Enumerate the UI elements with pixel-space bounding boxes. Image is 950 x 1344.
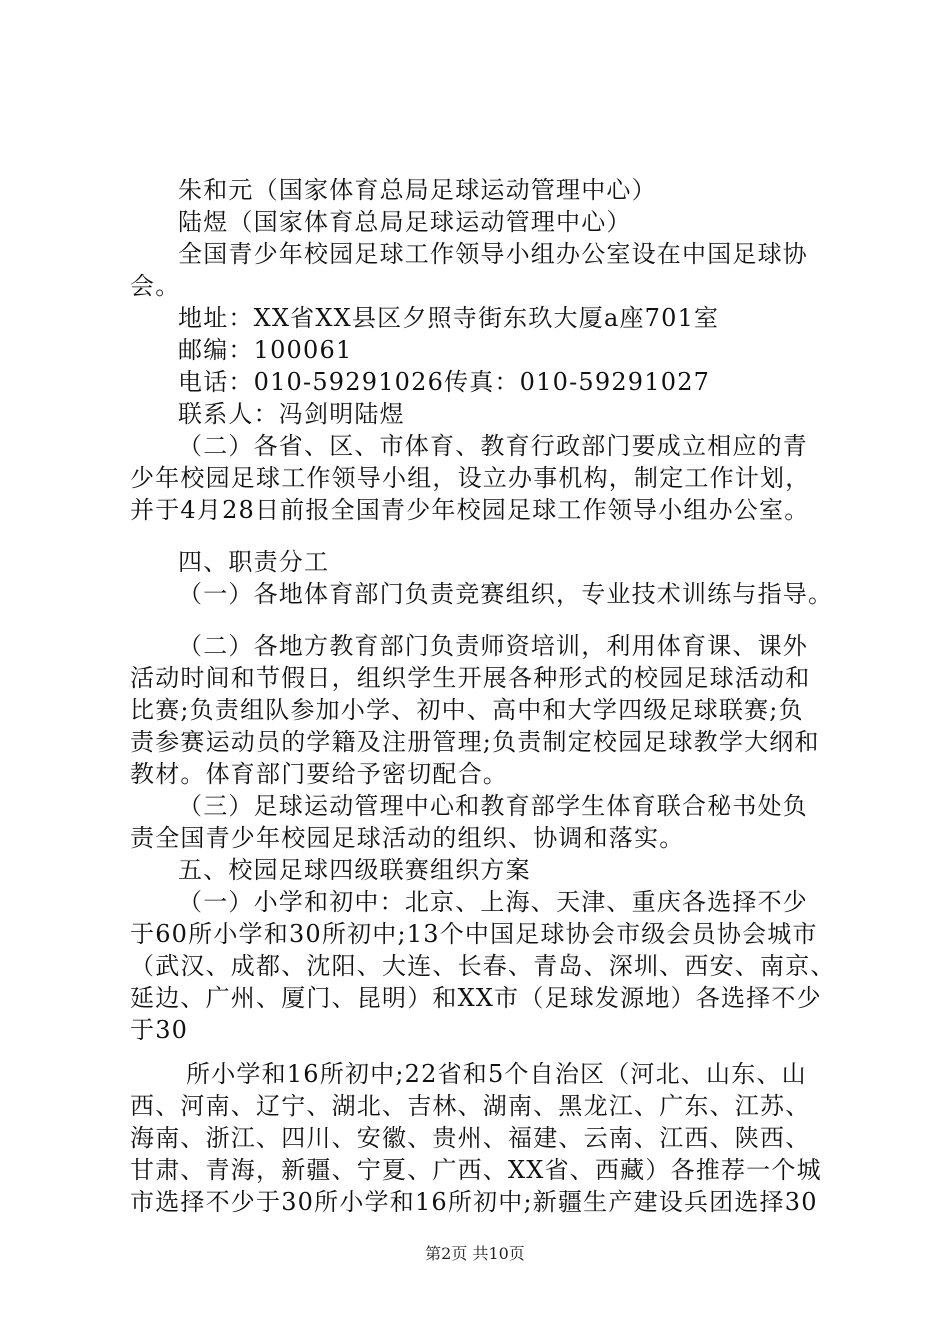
paragraph-gap [130, 526, 850, 546]
text-line: （三）足球运动管理中心和教育部学生体育联合秘书处负 [178, 792, 808, 820]
text-line: 活动时间和节假日，组织学生开展各种形式的校园足球活动和 [130, 664, 811, 692]
text-line: 会。 [130, 272, 181, 300]
text-line: 比赛;负责组队参加小学、初中、高中和大学四级足球联赛;负 [130, 696, 804, 724]
text-line: 延边、广州、厦门、昆明）和XX市（足球发源地）各选择不少 [130, 984, 822, 1012]
page-number: 第2页 共10页 [425, 1244, 525, 1263]
paragraph-gap [130, 1046, 850, 1058]
text-line: 朱和元（国家体育总局足球运动管理中心） [178, 176, 657, 204]
text-line: 于30 [130, 1016, 189, 1044]
text-line: 少年校园足球工作领导小组，设立办事机构，制定工作计划， [130, 464, 811, 492]
text-line: 联系人：冯剑明陆煜 [178, 400, 405, 428]
text-line: 陆煜（国家体育总局足球运动管理中心） [178, 208, 632, 236]
text-line: 邮编：100061 [178, 336, 353, 364]
text-line: 西、河南、辽宁、湖北、吉林、湖南、黑龙江、广东、江苏、 [130, 1092, 811, 1120]
text-line: 地址：XX省XX县区夕照寺街东玖大厦a座701室 [178, 304, 720, 332]
text-line: 甘肃、青海，新疆、宁夏、广西、XX省、西藏）各推荐一个城 [130, 1156, 822, 1184]
section-heading: 四、职责分工 [178, 548, 330, 576]
text-line: 于60所小学和30所初中;13个中国足球协会市级会员协会城市 [130, 920, 818, 948]
text-line: （一）小学和初中：北京、上海、天津、重庆各选择不少 [178, 888, 808, 916]
text-line: 市选择不少于30所小学和16所初中;新疆生产建设兵团选择30 [130, 1188, 818, 1216]
page-footer [0, 1244, 950, 1264]
text-line: （武汉、成都、沈阳、大连、长春、青岛、深圳、西安、南京、 [130, 952, 836, 980]
section-heading: 五、校园足球四级联赛组织方案 [178, 856, 531, 884]
text-line: 电话：010-59291026传真：010-59291027 [178, 368, 711, 396]
text-line: 责全国青少年校园足球活动的组织、协调和落实。 [130, 824, 685, 852]
text-line: （二）各地方教育部门负责师资培训，利用体育课、课外 [178, 632, 808, 660]
text-line: 所小学和16所初中;22省和5个自治区（河北、山东、山 [186, 1060, 807, 1088]
text-line: 教材。体育部门要给予密切配合。 [130, 760, 508, 788]
text-line: 并于4月28日前报全国青少年校园足球工作领导小组办公室。 [130, 496, 810, 524]
document-body [130, 174, 850, 1218]
paragraph-gap [130, 610, 850, 630]
text-line: 全国青少年校园足球工作领导小组办公室设在中国足球协 [178, 240, 808, 268]
text-line: 海南、浙江、四川、安徽、贵州、福建、云南、江西、陕西、 [130, 1124, 811, 1152]
text-line: （一）各地体育部门负责竞赛组织，专业技术训练与指导。 [178, 580, 834, 608]
text-line: （二）各省、区、市体育、教育行政部门要成立相应的青 [178, 432, 808, 460]
text-line: 责参赛运动员的学籍及注册管理;负责制定校园足球教学大纲和 [130, 728, 820, 756]
